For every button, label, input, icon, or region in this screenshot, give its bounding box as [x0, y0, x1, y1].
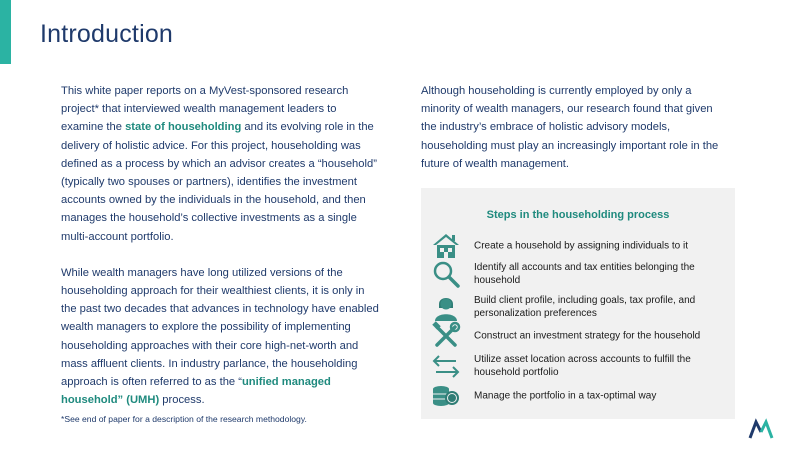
step-item-manage-portfolio [431, 381, 731, 411]
person-icon [431, 292, 461, 322]
tools-icon [431, 321, 461, 351]
step-item-create-household [431, 231, 731, 261]
arrows-icon [431, 351, 461, 381]
magnifier-icon [431, 259, 461, 289]
umh-highlight: unified managed household” (UMH) [61, 376, 331, 407]
step-label: Construct an investment strategy for the household [474, 330, 701, 342]
step-label: Create a household by assigning individuals to it [474, 240, 689, 252]
paragraph-2-text-b: process. [159, 394, 205, 407]
steps-panel [421, 188, 735, 419]
step-label: Utilize asset location across accounts to fulfill the household portfolio [474, 354, 691, 378]
accent-bar [0, 0, 11, 64]
step-item-identify-accounts [431, 259, 731, 289]
page-title: Introduction [40, 20, 174, 48]
paragraph-1-text-a: This white paper reports on a MyVest-sponsored research project* that interviewed wealth management leaders to examine the [61, 85, 349, 134]
paragraph-1-text-b: and its evolving role in the delivery of holistic advice. For this project, householding was defined as a process by which an advisor creates a “household” (typically two spouses or partners), identifies the investment accounts owned by the individuals in the household, and then manages the household’s collective investments as a single multi-account portfolio. [61, 121, 377, 243]
intro-paragraph-2 [61, 264, 379, 410]
step-item-investment-strategy [431, 321, 731, 351]
footnote: *See end of paper for a description of the research methodology. [61, 414, 307, 424]
step-label: Identify all accounts and tax entities belonging the household [474, 262, 695, 286]
house-icon [431, 231, 461, 261]
step-label: Manage the portfolio in a tax-optimal way [474, 390, 657, 402]
intro-right-column: Although householding is currently employed by only a minority of wealth managers, our research found that given the industry’s embrace of holistic advisory models, householding must play an increasingly important role in the future of wealth management. [421, 85, 719, 170]
paragraph-2-text-a: While wealth managers have long utilized versions of the householding approach for their wealthiest clients, it is only in the past two decades that advances in technology have enabled wealth managers to explore the possibility of implementing householding approaches with their core high-net-worth and mass affluent clients. In industry parlance, the householding approach is often referred to as the “ [61, 266, 379, 389]
steps-title: Steps in the householding process [486, 209, 670, 221]
step-item-asset-location [431, 351, 731, 381]
myvest-logo-icon [748, 418, 774, 440]
step-item-client-profile [431, 292, 731, 322]
intro-paragraph-1 [61, 82, 379, 246]
coins-icon [431, 381, 461, 411]
intro-left-column [61, 82, 379, 427]
step-label: Build client profile, including goals, tax profile, and personalization preferences [474, 295, 696, 319]
state-of-householding-highlight: state of householding [125, 121, 242, 134]
